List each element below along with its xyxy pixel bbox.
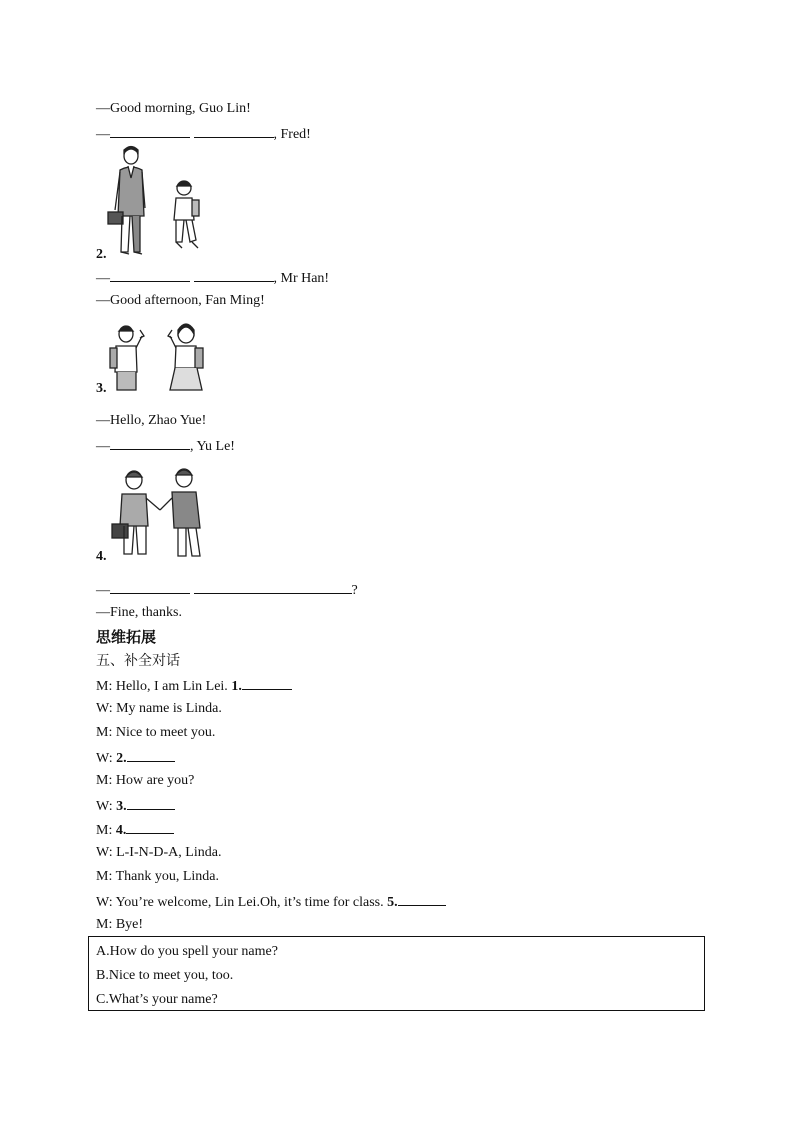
dialogue-line: W: You’re welcome, Lin Lei.Oh, it’s time for class. 5. <box>96 892 446 912</box>
answer-blank[interactable] <box>194 268 274 282</box>
line-suffix: ? <box>351 583 358 598</box>
answer-blank[interactable] <box>194 580 352 594</box>
handshake-illustration <box>108 464 208 558</box>
answer-blank[interactable] <box>110 580 190 594</box>
line-suffix: , Fred! <box>273 127 311 142</box>
answer-blank[interactable] <box>126 820 174 834</box>
answer-blank[interactable] <box>127 748 175 762</box>
dialogue-line: W: My name is Linda. <box>96 701 222 716</box>
dialogue-line-with-blanks <box>96 436 235 456</box>
options-box <box>88 936 705 1011</box>
dialogue-line: W: 2. <box>96 748 175 768</box>
answer-blank[interactable] <box>110 124 190 138</box>
dialogue-line: M: Nice to meet you. <box>96 725 216 740</box>
line-suffix: , Yu Le! <box>190 439 235 454</box>
dash: — <box>96 127 110 142</box>
section-subheading: 五、补全对话 <box>96 653 180 669</box>
dialogue-line-with-blanks <box>96 268 329 288</box>
line-suffix: , Mr Han! <box>273 271 330 286</box>
dialogue-line: M: 4. <box>96 820 174 840</box>
answer-blank[interactable] <box>194 124 274 138</box>
dialogue-line: M: Hello, I am Lin Lei. 1. <box>96 676 292 696</box>
option-a: A.How do you spell your name? <box>96 944 278 959</box>
dialogue-line: —Hello, Zhao Yue! <box>96 413 207 428</box>
students-waving-illustration <box>106 320 210 394</box>
item-number: 2. <box>96 247 107 262</box>
answer-blank[interactable] <box>110 268 190 282</box>
answer-blank[interactable] <box>242 676 292 690</box>
dialogue-line-with-blanks <box>96 580 358 600</box>
answer-blank[interactable] <box>127 796 175 810</box>
dialogue-line: —Good afternoon, Fan Ming! <box>96 293 265 308</box>
dialogue-line: —Fine, thanks. <box>96 605 182 620</box>
dash: — <box>96 583 110 598</box>
dash: — <box>96 439 110 454</box>
option-b: B.Nice to meet you, too. <box>96 968 234 983</box>
item-number: 4. <box>96 549 107 564</box>
dash: — <box>96 271 110 286</box>
dialogue-line: M: Bye! <box>96 917 144 932</box>
dialogue-line: M: Thank you, Linda. <box>96 869 220 884</box>
dialogue-line: —Good morning, Guo Lin! <box>96 101 251 116</box>
item-number: 3. <box>96 381 107 396</box>
section-heading: 思维拓展 <box>96 628 157 646</box>
dialogue-line-with-blanks <box>96 124 311 144</box>
dialogue-line: W: L-I-N-D-A, Linda. <box>96 845 222 860</box>
option-c: C.What’s your name? <box>96 992 218 1007</box>
answer-blank[interactable] <box>398 892 446 906</box>
answer-blank[interactable] <box>110 436 190 450</box>
teacher-student-illustration <box>106 144 206 258</box>
dialogue-line: W: 3. <box>96 796 175 816</box>
dialogue-line: M: How are you? <box>96 773 195 788</box>
